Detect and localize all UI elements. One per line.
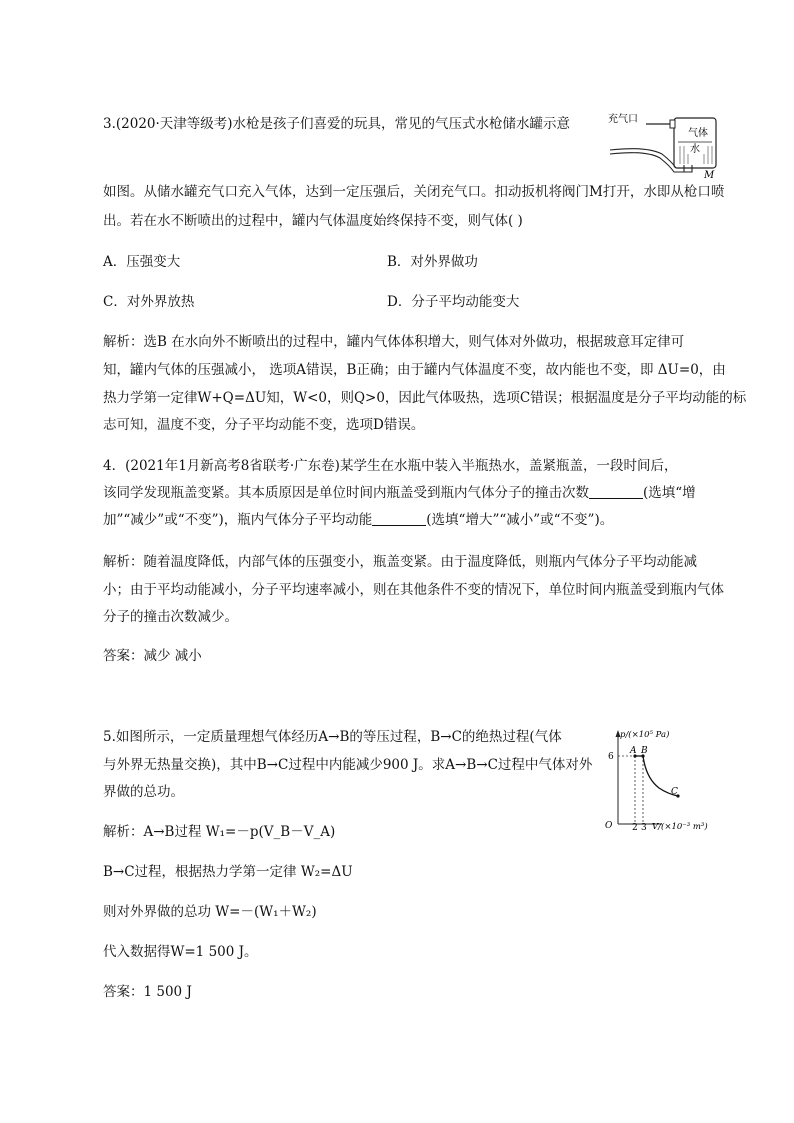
answer-blank-2	[372, 512, 426, 526]
q5-stem-line2: 与外界无热量交换)，其中B→C过程中内能减少900 J。求A→B→C过程中气体对外	[103, 757, 593, 773]
valve-label: M	[704, 170, 715, 181]
q5-solution-line4: 代入数据得W=1 500 J。	[103, 944, 258, 960]
y-axis-label: p/(×10⁵ Pa)	[620, 730, 670, 740]
q4-analysis-line2: 小；由于平均动能减小，分子平均速率减小，则在其他条件不变的情况下，单位时间内瓶盖受到瓶内气体	[103, 582, 724, 598]
x-axis-label: V/(×10⁻³ m³)	[652, 822, 708, 832]
q3-option-a: A．压强变大	[103, 254, 181, 270]
water-label: 水	[690, 144, 700, 155]
q4-stem-line2-text: 该同学发现瓶盖变紧。其本质原因是单位时间内瓶盖受到瓶内气体分子的撞击次数	[103, 485, 589, 501]
q4-answer: 答案：减少 减小	[103, 648, 202, 664]
q3-stem-line1: 3.(2020·天津等级考)水枪是孩子们喜爱的玩具，常见的气压式水枪储水罐示意	[103, 116, 571, 132]
q4-stem-line3-text: 加”“减少”或“不变”)，瓶内气体分子平均动能	[103, 512, 373, 528]
x-tick-3: 3	[641, 823, 647, 833]
q3-option-d: D．分子平均动能变大	[387, 294, 520, 310]
answer-blank-1	[589, 485, 643, 499]
pv-graph	[602, 728, 726, 834]
q5-solution-line3: 则对外界做的总功 W=－(W₁＋W₂)	[103, 904, 317, 920]
point-b-label: B	[641, 746, 648, 756]
origin-label: O	[605, 821, 613, 831]
q5-stem-line1: 5.如图所示，一定质量理想气体经历A→B的等压过程，B→C的绝热过程(气体	[103, 729, 562, 745]
q5-stem-line3: 界做的总功。	[103, 784, 184, 800]
q3-option-c: C．对外界放热	[103, 294, 195, 310]
q4-stem-line3	[103, 511, 613, 529]
q4-analysis-line3: 分子的撞击次数减少。	[103, 609, 238, 625]
point-a-label: A	[630, 746, 637, 756]
q4-analysis-line1: 解析：随着温度降低，内部气体的压强变小，瓶盖变紧。由于温度降低，则瓶内气体分子平均动能减	[103, 554, 697, 570]
q3-analysis-line4: 志可知，温度不变，分子平均动能不变，选项D错误。	[103, 417, 425, 433]
q4-stem-line1: 4．(2021年1月新高考8省联考·广东卷)某学生在水瓶中装入半瓶热水，盖紧瓶盖，一段时间后，	[103, 458, 678, 474]
q3-stem-line2: 如图。从储水罐充气口充入气体，达到一定压强后，关闭充气口。扣动扳机将阀门M打开，水即从枪口喷	[103, 184, 725, 200]
inlet-label: 充气口	[608, 114, 638, 125]
y-tick-label: 6	[608, 752, 614, 762]
q5-answer: 答案：1 500 J	[103, 984, 192, 1000]
gas-label: 气体	[688, 128, 708, 139]
q3-option-b: B．对外界做功	[387, 254, 478, 270]
q3-analysis-line2: 知，罐内气体的压强减小， 选项A错误，B正确；由于罐内气体温度不变，故内能也不变，即 ΔU=0，由	[103, 362, 726, 378]
q5-solution-line2: B→C过程，根据热力学第一定律 W₂=ΔU	[103, 864, 353, 880]
water-tank-figure	[606, 110, 734, 182]
x-tick-2: 2	[632, 823, 638, 833]
q5-solution-line1: 解析：A→B过程 W₁=－p(V_B－V_A)	[103, 824, 336, 840]
q4-stem-line2-tail: (选填“增	[643, 485, 696, 501]
point-c-label: C	[671, 787, 678, 797]
q3-analysis-line3: 热力学第一定律W+Q=ΔU知，W<0，则Q>0，因此气体吸热，选项C错误；根据温度是分子平均动能的标	[103, 390, 747, 406]
q4-stem-line2	[103, 484, 696, 502]
q3-analysis-line1: 解析：选B 在水向外不断喷出的过程中，罐内气体体积增大，则气体对外做功，根据玻意耳定律可	[103, 334, 685, 350]
q3-stem-line3: 出。若在水不断喷出的过程中，罐内气体温度始终保持不变，则气体( )	[103, 213, 523, 229]
q4-stem-line3-tail: (选填“增大”“减小”或“不变”)。	[426, 512, 614, 528]
